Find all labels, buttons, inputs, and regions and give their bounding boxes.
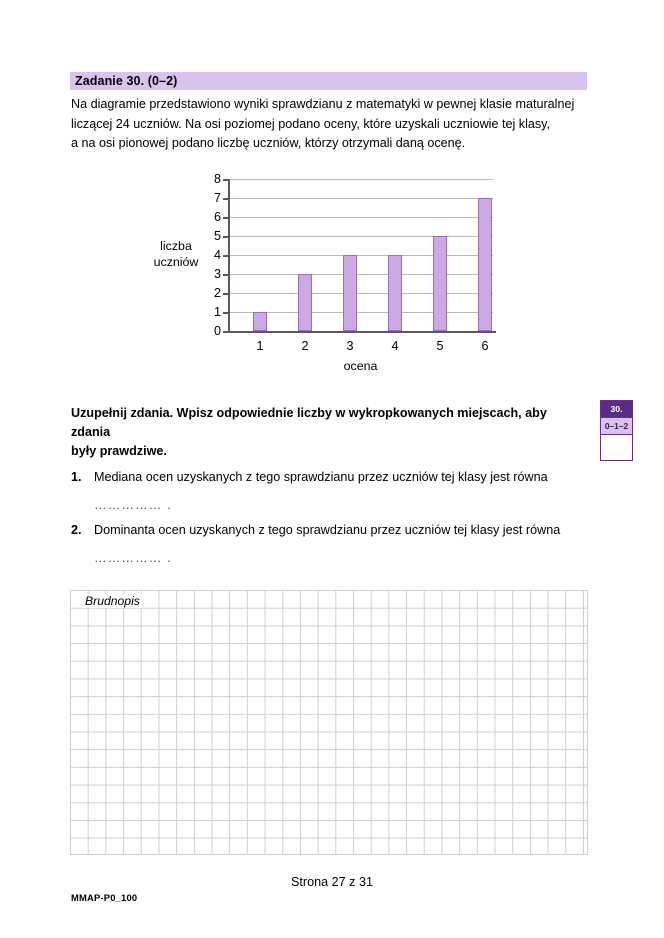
gridline bbox=[228, 293, 493, 294]
score-points-scale: 0–1–2 bbox=[601, 418, 632, 435]
chart-plot-area bbox=[213, 172, 493, 353]
gridline bbox=[228, 198, 493, 199]
statement-text: Dominanta ocen uzyskanych z tego sprawdzianu przez uczniów tej klasy jest równa bbox=[94, 523, 561, 537]
bar bbox=[343, 255, 357, 331]
y-tick bbox=[223, 274, 229, 276]
score-task-number: 30. bbox=[601, 401, 632, 418]
x-tick-label: 3 bbox=[346, 339, 354, 353]
score-entry-field[interactable] bbox=[601, 435, 632, 460]
instruction-line-2: były prawdziwe. bbox=[71, 444, 167, 458]
bar bbox=[433, 236, 447, 331]
y-tick bbox=[223, 198, 229, 200]
x-tick-label: 1 bbox=[256, 339, 264, 353]
y-tick-label: 5 bbox=[213, 229, 221, 243]
score-box bbox=[600, 400, 633, 461]
task-title: Zadanie 30. (0–2) bbox=[75, 74, 178, 88]
y-tick bbox=[223, 312, 229, 314]
x-axis-line bbox=[225, 331, 496, 333]
intro-line-3: a na osi pionowej podano liczbę uczniów, którzy otrzymali daną ocenę. bbox=[71, 136, 466, 150]
bar bbox=[478, 198, 492, 331]
y-axis-label-line2: uczniów bbox=[153, 255, 199, 269]
scratch-label: Brudnopis bbox=[85, 594, 140, 608]
y-tick-label: 4 bbox=[213, 248, 221, 262]
y-tick-label: 0 bbox=[213, 324, 221, 338]
instruction-line-1: Uzupełnij zdania. Wpisz odpowiednie liczby w wykropkowanych miejscach, aby zdania bbox=[71, 406, 547, 439]
intro-line-2: liczącej 24 uczniów. Na osi poziomej podano oceny, które uzyskali uczniowie tej klasy, bbox=[71, 116, 551, 131]
y-tick-label: 6 bbox=[213, 210, 221, 224]
bar-chart bbox=[150, 172, 510, 380]
x-tick-label: 4 bbox=[391, 339, 399, 353]
statement-number: 2. bbox=[71, 523, 82, 537]
gridline bbox=[228, 312, 493, 313]
x-axis-label: ocena bbox=[343, 359, 378, 373]
task-header-band bbox=[70, 72, 587, 90]
gridline bbox=[228, 274, 493, 275]
statement-number: 1. bbox=[71, 470, 82, 484]
y-tick-label: 3 bbox=[213, 267, 221, 281]
gridline bbox=[228, 255, 493, 256]
y-axis-label-line1: liczba bbox=[160, 239, 192, 253]
task-intro-text bbox=[71, 95, 591, 154]
y-tick-label: 2 bbox=[213, 286, 221, 300]
x-tick-label: 2 bbox=[301, 339, 309, 353]
task-instruction bbox=[71, 404, 587, 461]
y-tick bbox=[223, 236, 229, 238]
x-tick-label: 5 bbox=[436, 339, 444, 353]
x-tick-label: 6 bbox=[481, 339, 489, 353]
y-tick-label: 1 bbox=[213, 305, 221, 319]
gridline bbox=[228, 236, 493, 237]
y-tick bbox=[223, 255, 229, 257]
y-axis-label bbox=[150, 238, 202, 270]
bar bbox=[298, 274, 312, 331]
scratch-grid[interactable] bbox=[70, 590, 588, 855]
answer-dotted-line[interactable]: …………… . bbox=[94, 498, 172, 512]
y-tick bbox=[223, 179, 229, 181]
gridline bbox=[228, 217, 493, 218]
y-tick bbox=[223, 331, 229, 333]
document-code: MMAP-P0_100 bbox=[71, 892, 138, 903]
statement-text: Mediana ocen uzyskanych z tego sprawdzianu przez uczniów tej klasy jest równa bbox=[94, 470, 548, 484]
bar bbox=[388, 255, 402, 331]
y-tick-label: 8 bbox=[213, 172, 221, 186]
y-tick bbox=[223, 217, 229, 219]
answer-dotted-line[interactable]: …………… . bbox=[94, 551, 172, 565]
intro-line-1: Na diagramie przedstawiono wyniki sprawdzianu z matematyki w pewnej klasie maturalnej bbox=[71, 97, 575, 111]
bar bbox=[253, 312, 267, 331]
page-number: Strona 27 z 31 bbox=[291, 875, 373, 889]
y-tick bbox=[223, 293, 229, 295]
gridline bbox=[228, 179, 493, 180]
y-tick-label: 7 bbox=[213, 191, 221, 205]
